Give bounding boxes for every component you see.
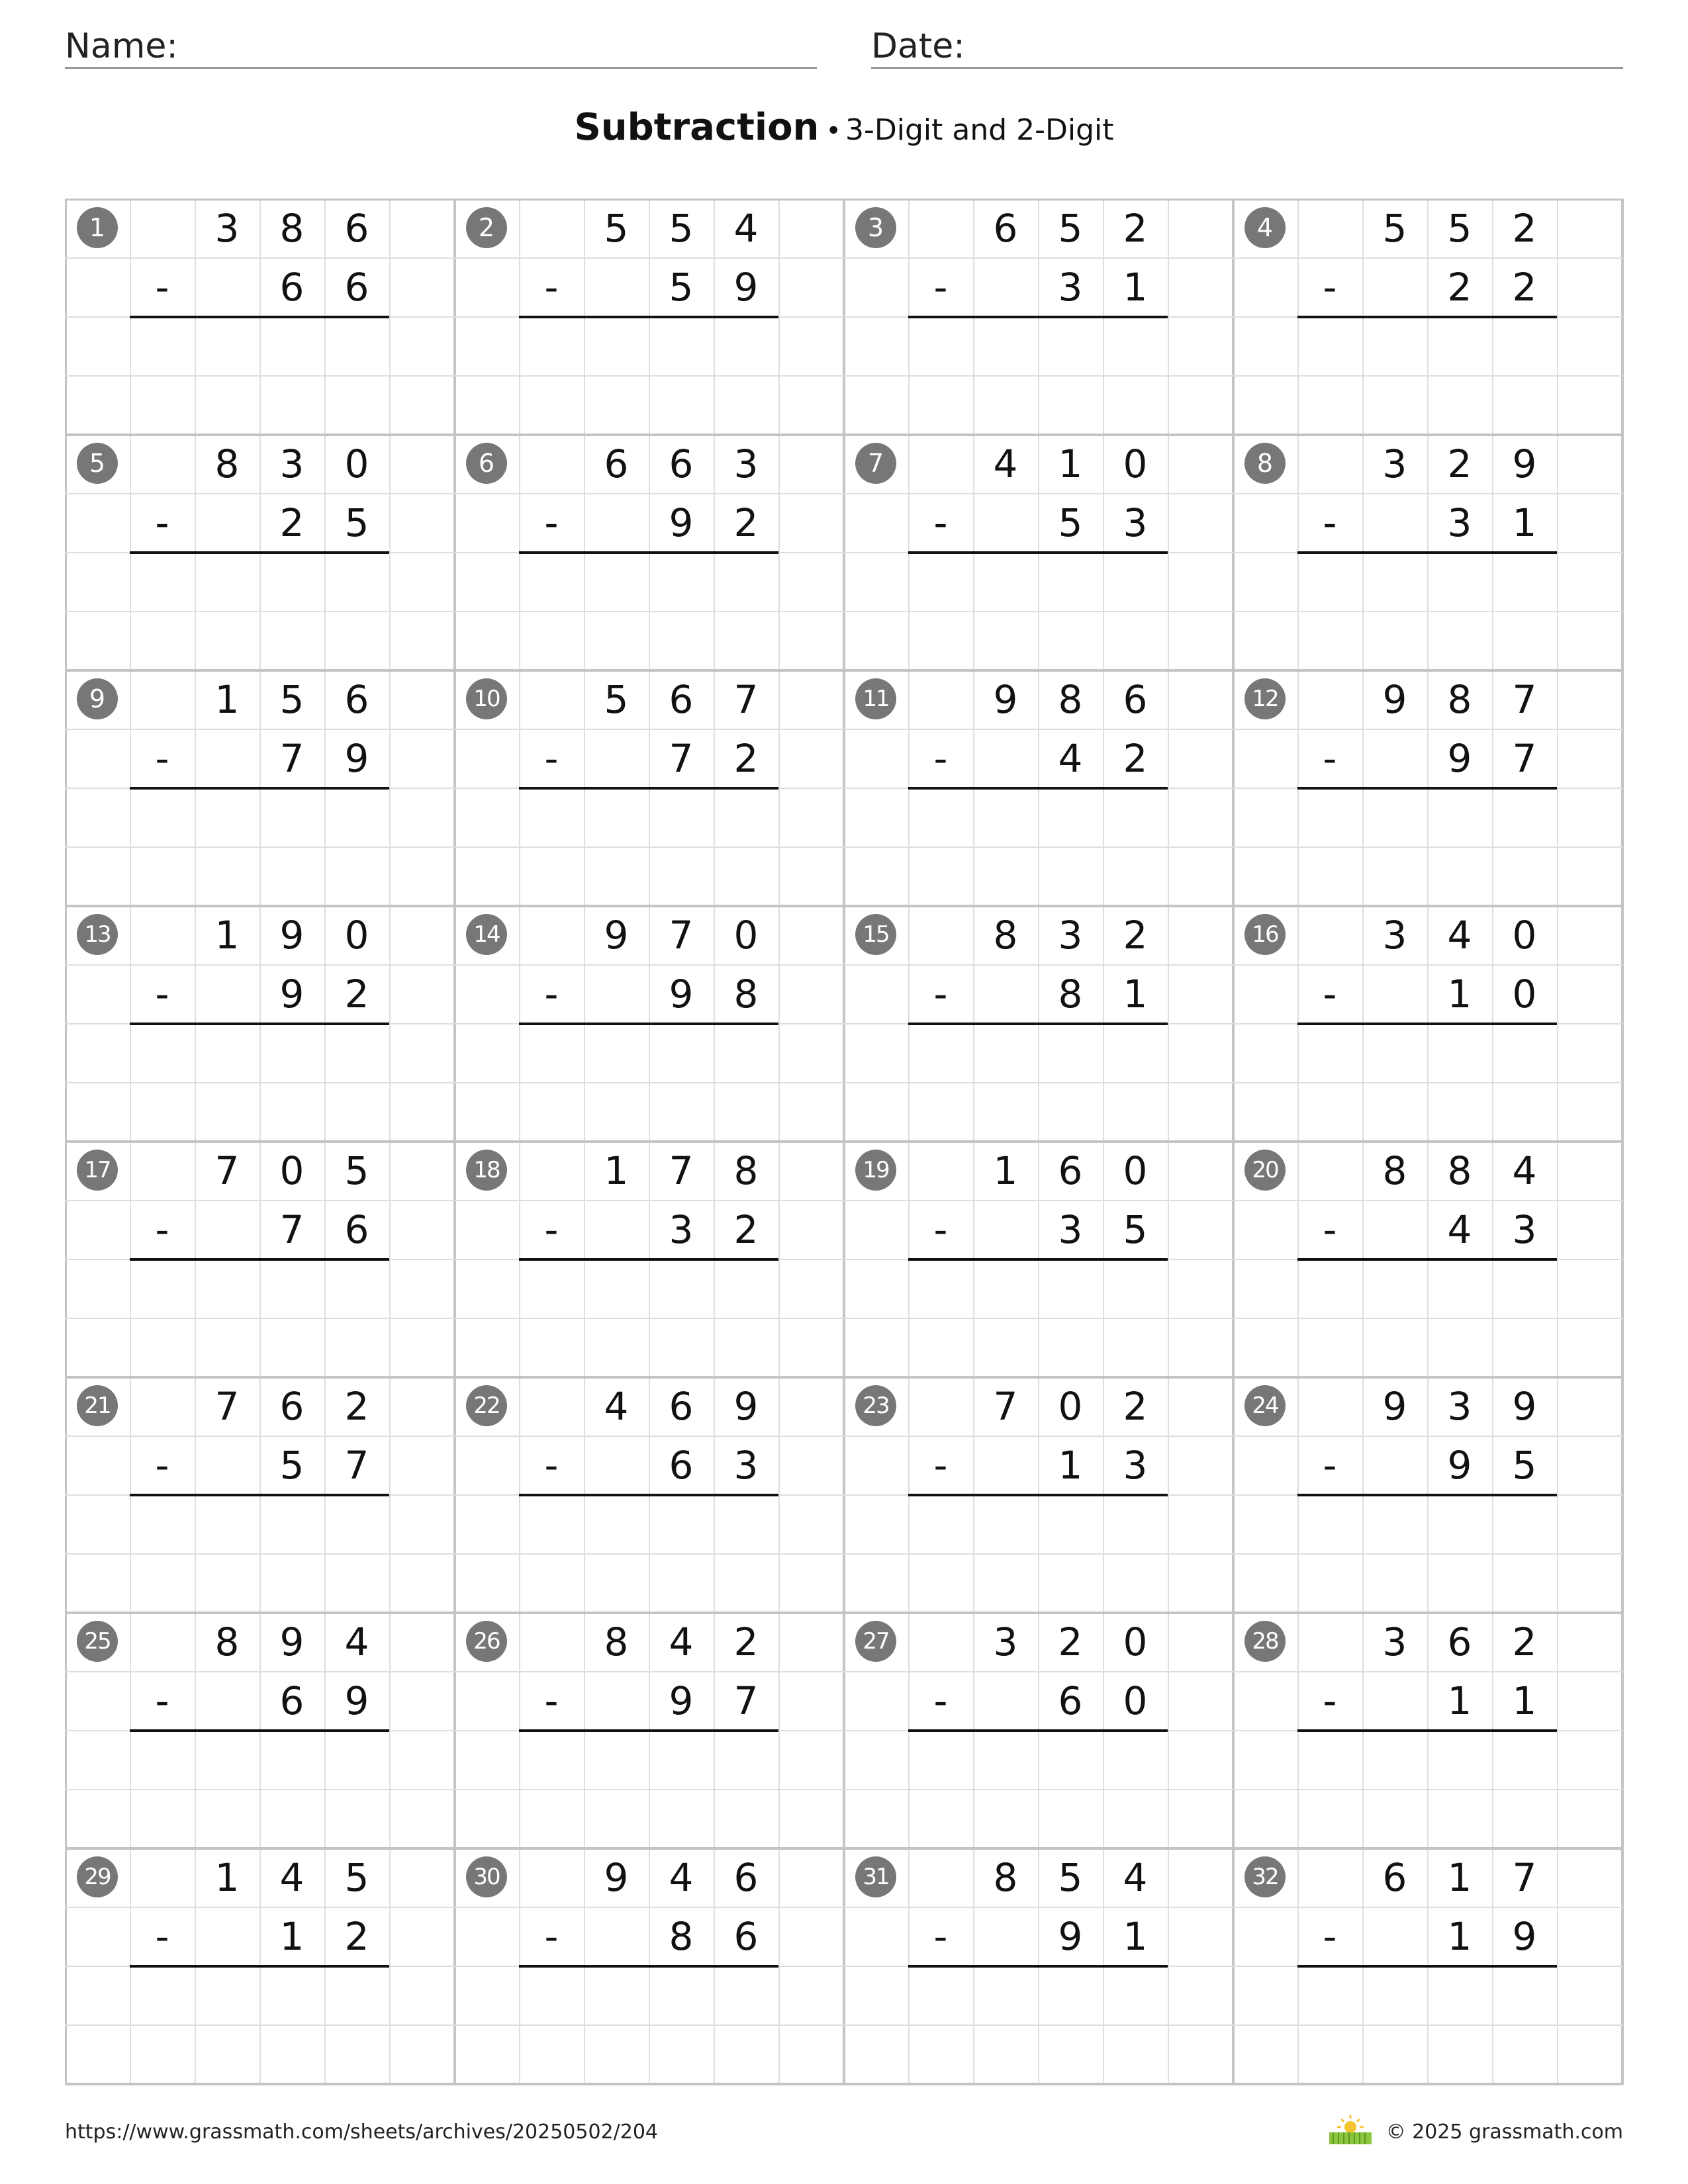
minuend-digit: 1 <box>993 1148 1018 1193</box>
subtrahend-digit: 9 <box>669 500 694 545</box>
problem-number-badge: 20 <box>1244 1150 1286 1191</box>
minuend-digit: 7 <box>214 1383 240 1429</box>
minuend-digit: 0 <box>1058 1383 1083 1429</box>
problem-number-badge: 12 <box>1244 678 1286 719</box>
minus-sign: - <box>544 264 559 310</box>
minus-sign: - <box>933 500 948 545</box>
minuend-digit: 3 <box>1382 441 1407 486</box>
subtrahend-digit: 9 <box>669 1678 694 1723</box>
minus-sign: - <box>544 1206 559 1252</box>
minuend-digit: 9 <box>604 912 629 958</box>
problem-number-badge: 7 <box>855 443 896 484</box>
minuend-digit: 2 <box>1123 1383 1148 1429</box>
subtrahend-digit: 3 <box>1058 1206 1083 1252</box>
minus-sign: - <box>544 971 559 1017</box>
minuend-digit: 1 <box>214 676 240 722</box>
subtrahend-digit: 5 <box>1123 1206 1148 1252</box>
answer-rule <box>908 787 1168 790</box>
minus-sign: - <box>544 500 559 545</box>
minuend-digit: 1 <box>1058 441 1083 486</box>
minuend-digit: 6 <box>344 676 369 722</box>
problem-number-badge: 23 <box>855 1385 896 1426</box>
subtrahend-digit: 8 <box>669 1913 694 1959</box>
minuend-digit: 9 <box>604 1854 629 1900</box>
problem-number-badge: 1 <box>77 207 118 248</box>
problem-number-badge: 15 <box>855 914 896 955</box>
minuend-digit: 6 <box>604 441 629 486</box>
answer-rule <box>519 551 778 554</box>
problem-number-badge: 19 <box>855 1150 896 1191</box>
subtrahend-digit: 2 <box>1123 735 1148 781</box>
answer-rule <box>519 1494 778 1496</box>
minus-sign: - <box>933 1442 948 1488</box>
minus-sign: - <box>1323 971 1337 1017</box>
minuend-digit: 1 <box>214 1854 240 1900</box>
minuend-digit: 8 <box>214 1619 240 1664</box>
subtrahend-digit: 1 <box>1447 1913 1472 1959</box>
minuend-digit: 7 <box>1512 676 1537 722</box>
minuend-digit: 4 <box>1512 1148 1537 1193</box>
subtrahend-digit: 6 <box>344 1206 369 1252</box>
answer-rule <box>908 316 1168 318</box>
minuend-digit: 0 <box>344 912 369 958</box>
answer-rule <box>908 1023 1168 1025</box>
minuend-digit: 5 <box>344 1854 369 1900</box>
answer-rule <box>130 1965 389 1968</box>
minuend-digit: 6 <box>1382 1854 1407 1900</box>
subtrahend-digit: 9 <box>1058 1913 1083 1959</box>
minuend-digit: 3 <box>993 1619 1018 1664</box>
subtrahend-digit: 5 <box>279 1442 305 1488</box>
subtrahend-digit: 8 <box>1058 971 1083 1017</box>
minuend-digit: 8 <box>604 1619 629 1664</box>
worksheet-title <box>0 106 1688 149</box>
minuend-digit: 0 <box>1123 441 1148 486</box>
minuend-digit: 9 <box>1382 676 1407 722</box>
minus-sign: - <box>1323 1442 1337 1488</box>
answer-rule <box>1297 316 1557 318</box>
minus-sign: - <box>155 971 169 1017</box>
minuend-digit: 3 <box>1058 912 1083 958</box>
subtrahend-digit: 3 <box>1123 500 1148 545</box>
minuend-digit: 8 <box>214 441 240 486</box>
minuend-digit: 7 <box>993 1383 1018 1429</box>
subtrahend-digit: 1 <box>1123 971 1148 1017</box>
minuend-digit: 4 <box>993 441 1018 486</box>
answer-rule <box>908 1494 1168 1496</box>
title-separator: • <box>825 116 842 146</box>
minus-sign: - <box>933 735 948 781</box>
minuend-digit: 0 <box>279 1148 305 1193</box>
name-field[interactable] <box>65 24 817 69</box>
answer-rule <box>1297 1023 1557 1025</box>
minuend-digit: 5 <box>279 676 305 722</box>
minuend-digit: 0 <box>1123 1148 1148 1193</box>
minuend-digit: 3 <box>214 205 240 251</box>
answer-rule <box>1297 1729 1557 1732</box>
subtrahend-digit: 6 <box>279 1678 305 1723</box>
subtrahend-digit: 2 <box>279 500 305 545</box>
subtrahend-digit: 3 <box>669 1206 694 1252</box>
minuend-digit: 1 <box>1447 1854 1472 1900</box>
answer-rule <box>1297 1494 1557 1496</box>
minuend-digit: 2 <box>1512 1619 1537 1664</box>
minuend-digit: 9 <box>279 1619 305 1664</box>
minus-sign: - <box>544 1913 559 1959</box>
minuend-digit: 8 <box>1447 1148 1472 1193</box>
problem-number-badge: 28 <box>1244 1621 1286 1662</box>
minuend-digit: 5 <box>1058 1854 1083 1900</box>
subtrahend-digit: 9 <box>669 971 694 1017</box>
minuend-digit: 2 <box>1447 441 1472 486</box>
problem-number-badge: 10 <box>466 678 507 719</box>
subtrahend-digit: 7 <box>279 735 305 781</box>
minuend-digit: 7 <box>1512 1854 1537 1900</box>
answer-rule <box>519 1965 778 1968</box>
subtrahend-digit: 4 <box>1058 735 1083 781</box>
minuend-digit: 9 <box>1512 1383 1537 1429</box>
problem-number-badge: 31 <box>855 1856 896 1897</box>
problem-number-badge: 21 <box>77 1385 118 1426</box>
minuend-digit: 6 <box>1447 1619 1472 1664</box>
subtrahend-digit: 9 <box>1447 1442 1472 1488</box>
subtrahend-digit: 2 <box>733 735 759 781</box>
problem-number-badge: 29 <box>77 1856 118 1897</box>
minus-sign: - <box>933 1206 948 1252</box>
subtrahend-digit: 1 <box>279 1913 305 1959</box>
subtrahend-digit: 6 <box>279 264 305 310</box>
subtrahend-digit: 8 <box>733 971 759 1017</box>
minus-sign: - <box>933 1678 948 1723</box>
problem-number-badge: 18 <box>466 1150 507 1191</box>
minuend-digit: 2 <box>1123 205 1148 251</box>
minuend-digit: 6 <box>279 1383 305 1429</box>
subtrahend-digit: 5 <box>1058 500 1083 545</box>
subtrahend-digit: 7 <box>279 1206 305 1252</box>
grass-sun-logo-icon <box>1328 2113 1373 2146</box>
minuend-digit: 7 <box>733 676 759 722</box>
minus-sign: - <box>1323 1913 1337 1959</box>
minus-sign: - <box>544 735 559 781</box>
minus-sign: - <box>155 735 169 781</box>
subtrahend-digit: 1 <box>1512 500 1537 545</box>
answer-rule <box>519 1258 778 1261</box>
minus-sign: - <box>155 500 169 545</box>
answer-rule <box>130 551 389 554</box>
answer-rule <box>908 1258 1168 1261</box>
problem-grid <box>65 199 1622 2086</box>
subtrahend-digit: 5 <box>1512 1442 1537 1488</box>
subtrahend-digit: 1 <box>1123 264 1148 310</box>
answer-rule <box>519 1729 778 1732</box>
problem-number-badge: 6 <box>466 443 507 484</box>
minuend-digit: 5 <box>1058 205 1083 251</box>
answer-rule <box>1297 1258 1557 1261</box>
minuend-digit: 6 <box>1123 676 1148 722</box>
minuend-digit: 8 <box>1447 676 1472 722</box>
minuend-digit: 2 <box>1058 1619 1083 1664</box>
minuend-digit: 4 <box>733 205 759 251</box>
problem-number-badge: 2 <box>466 207 507 248</box>
subtrahend-digit: 6 <box>733 1913 759 1959</box>
minus-sign: - <box>544 1442 559 1488</box>
minuend-digit: 7 <box>669 912 694 958</box>
title-main: Subtraction <box>574 106 820 149</box>
minuend-digit: 9 <box>1382 1383 1407 1429</box>
subtrahend-digit: 3 <box>1447 500 1472 545</box>
subtrahend-digit: 2 <box>733 500 759 545</box>
minuend-digit: 7 <box>669 1148 694 1193</box>
minuend-digit: 8 <box>993 912 1018 958</box>
problem-number-badge: 9 <box>77 678 118 719</box>
answer-rule <box>908 1729 1168 1732</box>
minuend-digit: 1 <box>604 1148 629 1193</box>
minuend-digit: 4 <box>1123 1854 1148 1900</box>
problem-number-badge: 8 <box>1244 443 1286 484</box>
problem-number-badge: 26 <box>466 1621 507 1662</box>
subtrahend-digit: 6 <box>1058 1678 1083 1723</box>
answer-rule <box>1297 787 1557 790</box>
subtrahend-digit: 3 <box>733 1442 759 1488</box>
answer-rule <box>519 316 778 318</box>
subtrahend-digit: 7 <box>1512 735 1537 781</box>
answer-rule <box>130 1729 389 1732</box>
minus-sign: - <box>1323 500 1337 545</box>
subtrahend-digit: 0 <box>1512 971 1537 1017</box>
subtrahend-digit: 3 <box>1512 1206 1537 1252</box>
minuend-digit: 3 <box>1447 1383 1472 1429</box>
minuend-digit: 4 <box>344 1619 369 1664</box>
subtrahend-digit: 2 <box>344 1913 369 1959</box>
answer-rule <box>908 1965 1168 1968</box>
subtrahend-digit: 3 <box>1058 264 1083 310</box>
minus-sign: - <box>544 1678 559 1723</box>
subtrahend-digit: 9 <box>344 735 369 781</box>
minuend-digit: 4 <box>669 1619 694 1664</box>
minus-sign: - <box>1323 264 1337 310</box>
problem-number-badge: 22 <box>466 1385 507 1426</box>
minuend-digit: 8 <box>733 1148 759 1193</box>
problem-number-badge: 32 <box>1244 1856 1286 1897</box>
minuend-digit: 5 <box>344 1148 369 1193</box>
problem-number-badge: 27 <box>855 1621 896 1662</box>
title-subtitle: 3-Digit and 2-Digit <box>845 113 1114 147</box>
answer-rule <box>908 551 1168 554</box>
minuend-digit: 9 <box>1512 441 1537 486</box>
minuend-digit: 6 <box>1058 1148 1083 1193</box>
subtrahend-digit: 9 <box>344 1678 369 1723</box>
subtrahend-digit: 1 <box>1447 971 1472 1017</box>
problem-number-badge: 25 <box>77 1621 118 1662</box>
minuend-digit: 4 <box>279 1854 305 1900</box>
minuend-digit: 2 <box>344 1383 369 1429</box>
minuend-digit: 4 <box>1447 912 1472 958</box>
answer-rule <box>130 1023 389 1025</box>
subtrahend-digit: 3 <box>1123 1442 1148 1488</box>
answer-rule <box>130 1494 389 1496</box>
problem-number-badge: 24 <box>1244 1385 1286 1426</box>
minus-sign: - <box>155 1678 169 1723</box>
minus-sign: - <box>1323 1206 1337 1252</box>
problem-number-badge: 5 <box>77 443 118 484</box>
problem-number-badge: 14 <box>466 914 507 955</box>
answer-rule <box>1297 1965 1557 1968</box>
minuend-digit: 6 <box>669 676 694 722</box>
subtrahend-digit: 5 <box>669 264 694 310</box>
problem-number-badge: 30 <box>466 1856 507 1897</box>
minuend-digit: 0 <box>1123 1619 1148 1664</box>
subtrahend-digit: 5 <box>344 500 369 545</box>
problem-number-badge: 11 <box>855 678 896 719</box>
minuend-digit: 2 <box>1123 912 1148 958</box>
subtrahend-digit: 9 <box>279 971 305 1017</box>
subtrahend-digit: 6 <box>669 1442 694 1488</box>
subtrahend-digit: 2 <box>1512 264 1537 310</box>
minuend-digit: 3 <box>279 441 305 486</box>
subtrahend-digit: 7 <box>733 1678 759 1723</box>
problem-number-badge: 3 <box>855 207 896 248</box>
minuend-digit: 5 <box>604 676 629 722</box>
minuend-digit: 4 <box>669 1854 694 1900</box>
minuend-digit: 3 <box>1382 912 1407 958</box>
subtrahend-digit: 7 <box>344 1442 369 1488</box>
footer-url: https://www.grassmath.com/sheets/archives/20250502/204 <box>65 2120 659 2144</box>
answer-rule <box>519 787 778 790</box>
minuend-digit: 0 <box>733 912 759 958</box>
minus-sign: - <box>155 1206 169 1252</box>
subtrahend-digit: 0 <box>1123 1678 1148 1723</box>
minus-sign: - <box>933 971 948 1017</box>
minuend-digit: 9 <box>733 1383 759 1429</box>
subtrahend-digit: 2 <box>733 1206 759 1252</box>
problem-number-badge: 16 <box>1244 914 1286 955</box>
subtrahend-digit: 1 <box>1058 1442 1083 1488</box>
subtrahend-digit: 7 <box>669 735 694 781</box>
minuend-digit: 5 <box>1382 205 1407 251</box>
name-label: Name: <box>65 26 178 66</box>
subtrahend-digit: 9 <box>733 264 759 310</box>
minuend-digit: 8 <box>279 205 305 251</box>
subtrahend-digit: 9 <box>1512 1913 1537 1959</box>
problem-number-badge: 4 <box>1244 207 1286 248</box>
minus-sign: - <box>933 1913 948 1959</box>
minuend-digit: 6 <box>993 205 1018 251</box>
answer-rule <box>130 316 389 318</box>
minuend-digit: 3 <box>733 441 759 486</box>
minuend-digit: 1 <box>214 912 240 958</box>
minuend-digit: 8 <box>1382 1148 1407 1193</box>
minuend-digit: 6 <box>344 205 369 251</box>
subtrahend-digit: 4 <box>1447 1206 1472 1252</box>
minuend-digit: 7 <box>214 1148 240 1193</box>
minuend-digit: 2 <box>733 1619 759 1664</box>
answer-rule <box>130 1258 389 1261</box>
minuend-digit: 6 <box>669 1383 694 1429</box>
subtrahend-digit: 1 <box>1123 1913 1148 1959</box>
minus-sign: - <box>933 264 948 310</box>
minuend-digit: 0 <box>1512 912 1537 958</box>
minus-sign: - <box>155 1442 169 1488</box>
answer-rule <box>519 1023 778 1025</box>
minus-sign: - <box>1323 735 1337 781</box>
date-field[interactable] <box>871 24 1623 69</box>
answer-rule <box>130 787 389 790</box>
minuend-digit: 6 <box>669 441 694 486</box>
minuend-digit: 5 <box>604 205 629 251</box>
minuend-digit: 5 <box>1447 205 1472 251</box>
subtrahend-digit: 9 <box>1447 735 1472 781</box>
answer-rule <box>1297 551 1557 554</box>
minuend-digit: 5 <box>669 205 694 251</box>
date-label: Date: <box>871 26 965 66</box>
subtrahend-digit: 2 <box>1447 264 1472 310</box>
minuend-digit: 0 <box>344 441 369 486</box>
minus-sign: - <box>1323 1678 1337 1723</box>
subtrahend-digit: 1 <box>1512 1678 1537 1723</box>
minuend-digit: 3 <box>1382 1619 1407 1664</box>
subtrahend-digit: 6 <box>344 264 369 310</box>
subtrahend-digit: 1 <box>1447 1678 1472 1723</box>
minuend-digit: 4 <box>604 1383 629 1429</box>
minus-sign: - <box>155 264 169 310</box>
minuend-digit: 8 <box>993 1854 1018 1900</box>
problem-number-badge: 13 <box>77 914 118 955</box>
subtrahend-digit: 2 <box>344 971 369 1017</box>
problem-number-badge: 17 <box>77 1150 118 1191</box>
minuend-digit: 6 <box>733 1854 759 1900</box>
minus-sign: - <box>155 1913 169 1959</box>
minuend-digit: 2 <box>1512 205 1537 251</box>
minuend-digit: 8 <box>1058 676 1083 722</box>
minuend-digit: 9 <box>993 676 1018 722</box>
footer-copyright: © 2025 grassmath.com <box>1385 2120 1623 2144</box>
minuend-digit: 9 <box>279 912 305 958</box>
